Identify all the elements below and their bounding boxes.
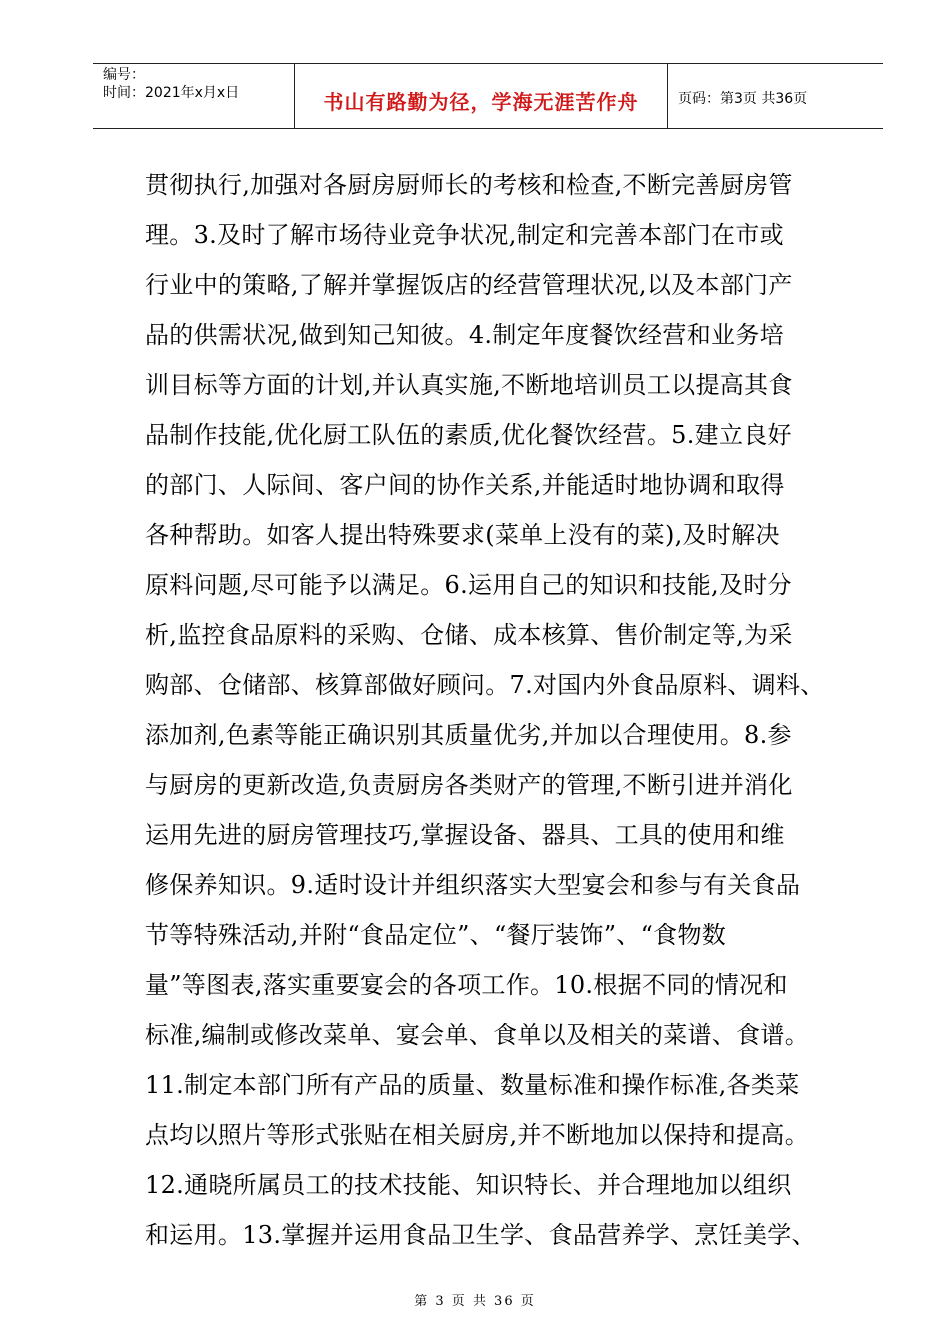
- body-line: 品制作技能,优化厨工队伍的素质,优化餐饮经营。5.建立良好: [145, 421, 792, 449]
- body-line: 与厨房的更新改造,负责厨房各类财产的管理,不断引进并消化: [145, 771, 793, 799]
- body-line: 12.通晓所属员工的技术技能、知识特长、并合理地加以组织: [145, 1171, 792, 1199]
- body-line: 原料问题,尽可能予以满足。6.运用自己的知识和技能,及时分: [145, 571, 792, 599]
- header-motto-cell: [295, 64, 668, 128]
- body-line: 的部门、人际间、客户间的协作关系,并能适时地协调和取得: [145, 471, 785, 499]
- body-line: 点均以照片等形式张贴在相关厨房,并不断地加以保持和提高。: [145, 1121, 810, 1149]
- body-line: 各种帮助。如客人提出特殊要求(菜单上没有的菜),及时解决: [145, 521, 780, 549]
- header-meta-cell: [93, 64, 295, 128]
- header-motto: 书山有路勤为径，学海无涯苦作舟: [323, 90, 639, 114]
- body-line: 理。3.及时了解市场待业竞争状况,制定和完善本部门在市或: [145, 221, 784, 249]
- body-line: 标准,编制或修改菜单、宴会单、食单以及相关的菜谱、食谱。: [145, 1021, 810, 1049]
- body-line: 修保养知识。9.适时设计并组织落实大型宴会和参与有关食品: [145, 871, 801, 899]
- body-line: 析,监控食品原料的采购、仓储、成本核算、售价制定等,为采: [145, 621, 793, 649]
- header-page-cell: [668, 64, 883, 128]
- body-line: 训目标等方面的计划,并认真实施,不断地培训员工以提高其食: [145, 371, 793, 399]
- page-header: [93, 63, 883, 129]
- body-line: 量”等图表,落实重要宴会的各项工作。10.根据不同的情况和: [145, 971, 788, 999]
- body-line: 添加剂,色素等能正确识别其质量优劣,并加以合理使用。8.参: [145, 721, 792, 749]
- body-line: 贯彻执行,加强对各厨房厨师长的考核和检查,不断完善厨房管: [145, 171, 793, 199]
- body-line: 和运用。13.掌握并运用食品卫生学、食品营养学、烹饪美学、: [145, 1221, 816, 1249]
- body-line: 运用先进的厨房管理技巧,掌握设备、器具、工具的使用和维: [145, 821, 785, 849]
- document-number-label: 编号：: [103, 67, 145, 83]
- body-line: 行业中的策略,了解并掌握饭店的经营管理状况,以及本部门产: [145, 271, 793, 299]
- body-line: 购部、仓储部、核算部做好顾问。7.对国内外食品原料、调料、: [145, 671, 825, 699]
- document-date-label: 时间：2021年x月x日: [103, 85, 240, 101]
- page-footer-number: 第 3 页 共 36 页: [414, 1294, 536, 1309]
- header-page-code: 页码：第3页 共36页: [678, 91, 808, 107]
- body-line: 11.制定本部门所有产品的质量、数量标准和操作标准,各类菜: [145, 1071, 800, 1099]
- document-body: [145, 160, 845, 1260]
- body-line: 品的供需状况,做到知己知彼。4.制定年度餐饮经营和业务培: [145, 321, 784, 349]
- body-line: 节等特殊活动,并附“食品定位”、“餐厅装饰”、“食物数: [145, 921, 727, 949]
